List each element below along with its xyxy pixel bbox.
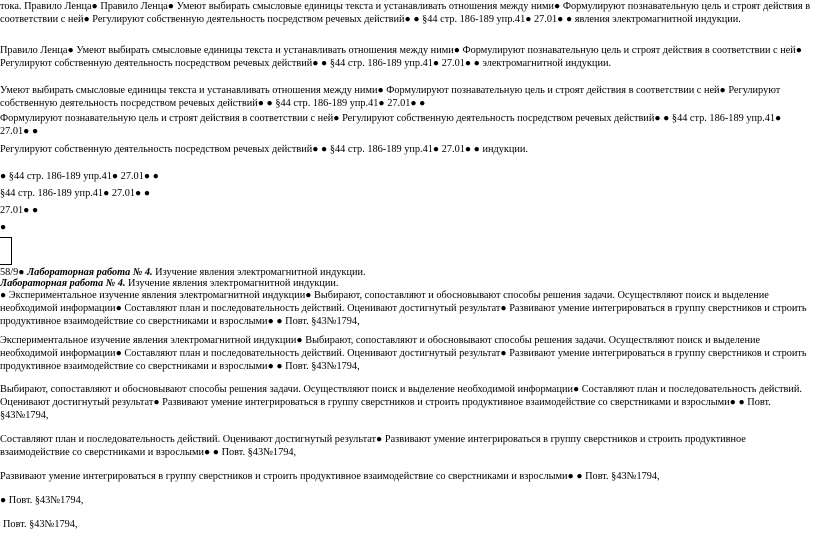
lab-title: Лабораторная работа № 4.	[27, 267, 153, 278]
lab-topic-2: Изучение явления электромагнитной индукции.	[125, 278, 339, 289]
paragraph-7: §44 стр. 186-189 упр.41● 27.01● ●	[0, 188, 151, 199]
paragraph-12: ● Экспериментальное изучение явления электромагнитной индукции● Выбирают, сопоставляют и обосновывают способы решения задачи. Осуществляют поиск и выделение необходимой информации● Составляют план и последовательность действий. Оценивают достигнутый результат● Развивают умение интегрироваться в группу сверстников и строить продуктивное взаимодействие со сверстниками и взрослыми● ● Повт. §43№1794,	[0, 290, 807, 328]
paragraph-4: Формулируют познавательную цель и строят действия в соответствии с ней● Регулируют собственную деятельность посредством речевых действий● ● §44 стр. 186-189 упр.41● 27.01● ●	[0, 113, 782, 138]
paragraph-3: Умеют выбирать смысловые единицы текста и устанавливать отношения между ними● Формулируют познавательную цель и строят действия в соответствии с ней● Регулируют собственную деятельность посредством речевых действий● ● §44 стр. 186-189 упр.41● 27.01● ●	[0, 85, 781, 110]
paragraph-18: Повт. §43№1794,	[3, 519, 78, 530]
paragraph-6: ● §44 стр. 186-189 упр.41● 27.01● ●	[0, 171, 159, 182]
paragraph-14: Выбирают, сопоставляют и обосновывают способы решения задачи. Осуществляют поиск и выделение необходимой информации● Составляют план и последовательность действий. Оценивают достигнутый результат● Развивают умение интегрироваться в группу сверстников и строить продуктивное взаимодействие со сверстниками и взрослыми● ● Повт. §43№1794,	[0, 384, 802, 422]
paragraph-9: ●	[0, 222, 7, 233]
paragraph-2: Правило Ленца● Умеют выбирать смысловые единицы текста и устанавливать отношения между ними● Формулируют познавательную цель и строят действия в соответствии с ней● Регулируют собственную деятельность посредством речевых действий● ● §44 стр. 186-189 упр.41● 27.01● ● электромагнитной индукции.	[0, 45, 803, 70]
lab-topic: Изучение явления электромагнитной индукции.	[152, 267, 366, 278]
paragraph-5: Регулируют собственную деятельность посредством речевых действий● ● §44 стр. 186-189 упр.41● 27.01● ● индукции.	[0, 144, 528, 155]
lesson-number: 58/9●	[0, 267, 28, 278]
paragraph-13: Экспериментальное изучение явления электромагнитной индукции● Выбирают, сопоставляют и обосновывают способы решения задачи. Осуществляют поиск и выделение необходимой информации● Составляют план и последовательность действий. Оценивают достигнутый результат● Развивают умение интегрироваться в группу сверстников и строить продуктивное взаимодействие со сверстниками и взрослыми● ● Повт. §43№1794,	[0, 335, 807, 373]
paragraph-17: ● Повт. §43№1794,	[0, 495, 84, 506]
paragraph-16: Развивают умение интегрироваться в группу сверстников и строить продуктивное взаимодействие со сверстниками и взрослыми● ● Повт. §43№1794,	[0, 471, 660, 482]
empty-table-cell	[0, 237, 12, 265]
paragraph-15: Составляют план и последовательность действий. Оценивают достигнутый результат● Развивают умение интегрироваться в группу сверстников и строить продуктивное взаимодействие со сверстниками и взрослыми● ● Повт. §43№1794,	[0, 434, 746, 459]
paragraph-1: тока. Правило Ленца● Правило Ленца● Умеют выбирать смысловые единицы текста и устанавливать отношения между ними● Формулируют познавательную цель и строят действия в соответствии с ней● Регулируют собственную деятельность посредством речевых действий● ● §44 стр. 186-189 упр.41● 27.01● ● явления электромагнитной индукции.	[0, 1, 811, 26]
lab-title-2: Лабораторная работа № 4.	[0, 278, 126, 289]
paragraph-8: 27.01● ●	[0, 205, 39, 216]
